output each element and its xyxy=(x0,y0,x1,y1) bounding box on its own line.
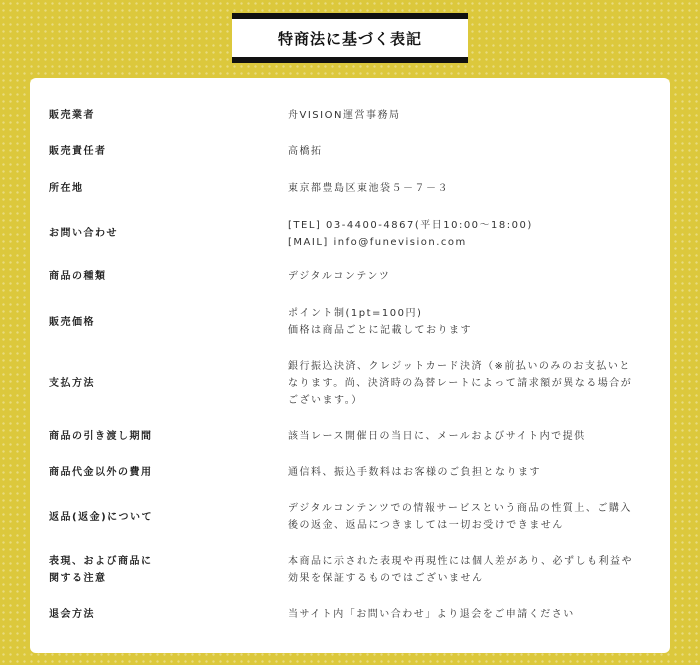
row-value xyxy=(288,217,660,251)
row-value: 銀行振込決済、クレジットカード決済（※前払いのみのお支払いと なります。尚、決済時の為替レートによって請求額が異なる場合が ございます。） xyxy=(288,361,633,406)
row-label: 販売責任者 xyxy=(49,146,107,157)
page-title-box xyxy=(232,13,468,63)
row-value: 東京都豊島区東池袋５－７－３ xyxy=(288,183,449,194)
page-title: 特商法に基づく表記 xyxy=(277,29,422,48)
row-label: 商品の引き渡し期間 xyxy=(49,431,153,442)
row-label: 表現、および商品に 関する注意 xyxy=(49,556,153,584)
row-label: 退会方法 xyxy=(49,609,95,620)
row-value: デジタルコンテンツでの情報サービスという商品の性質上、ご購入 後の返金、返品につきましては一切お受けできません xyxy=(288,503,632,531)
row-value: 通信料、振込手数料はお客様のご負担となります xyxy=(288,467,541,478)
row-value: 高橋拓 xyxy=(288,146,323,157)
row-label: 商品代金以外の費用 xyxy=(49,467,153,478)
row-label: 所在地 xyxy=(49,183,84,194)
row-label: 返品(返金)について xyxy=(49,512,153,523)
row-label: 商品の種類 xyxy=(49,271,107,282)
contact-mail: [MAIL] info@funevision.com xyxy=(288,237,467,248)
row-label: 販売価格 xyxy=(49,317,95,328)
row-label: お問い合わせ xyxy=(49,228,118,239)
row-value: ポイント制(1pt=100円) 価格は商品ごとに記載しております xyxy=(288,308,472,336)
row-label: 販売業者 xyxy=(49,110,95,121)
row-label: 支払方法 xyxy=(49,378,95,389)
row-value: 該当レース開催日の当日に、メールおよびサイト内で提供 xyxy=(288,431,586,442)
row-value: 舟VISION運営事務局 xyxy=(288,110,401,121)
contact-tel: [TEL] 03-4400-4867(平日10:00～18:00) xyxy=(288,220,533,231)
row-value: 本商品に示された表現や再現性には個人差があり、必ずしも利益や 効果を保証するものではございません xyxy=(288,556,633,584)
row-value: 当サイト内「お問い合わせ」より退会をご申請ください xyxy=(288,609,575,620)
info-card xyxy=(30,78,670,653)
row-value: デジタルコンテンツ xyxy=(288,271,391,282)
